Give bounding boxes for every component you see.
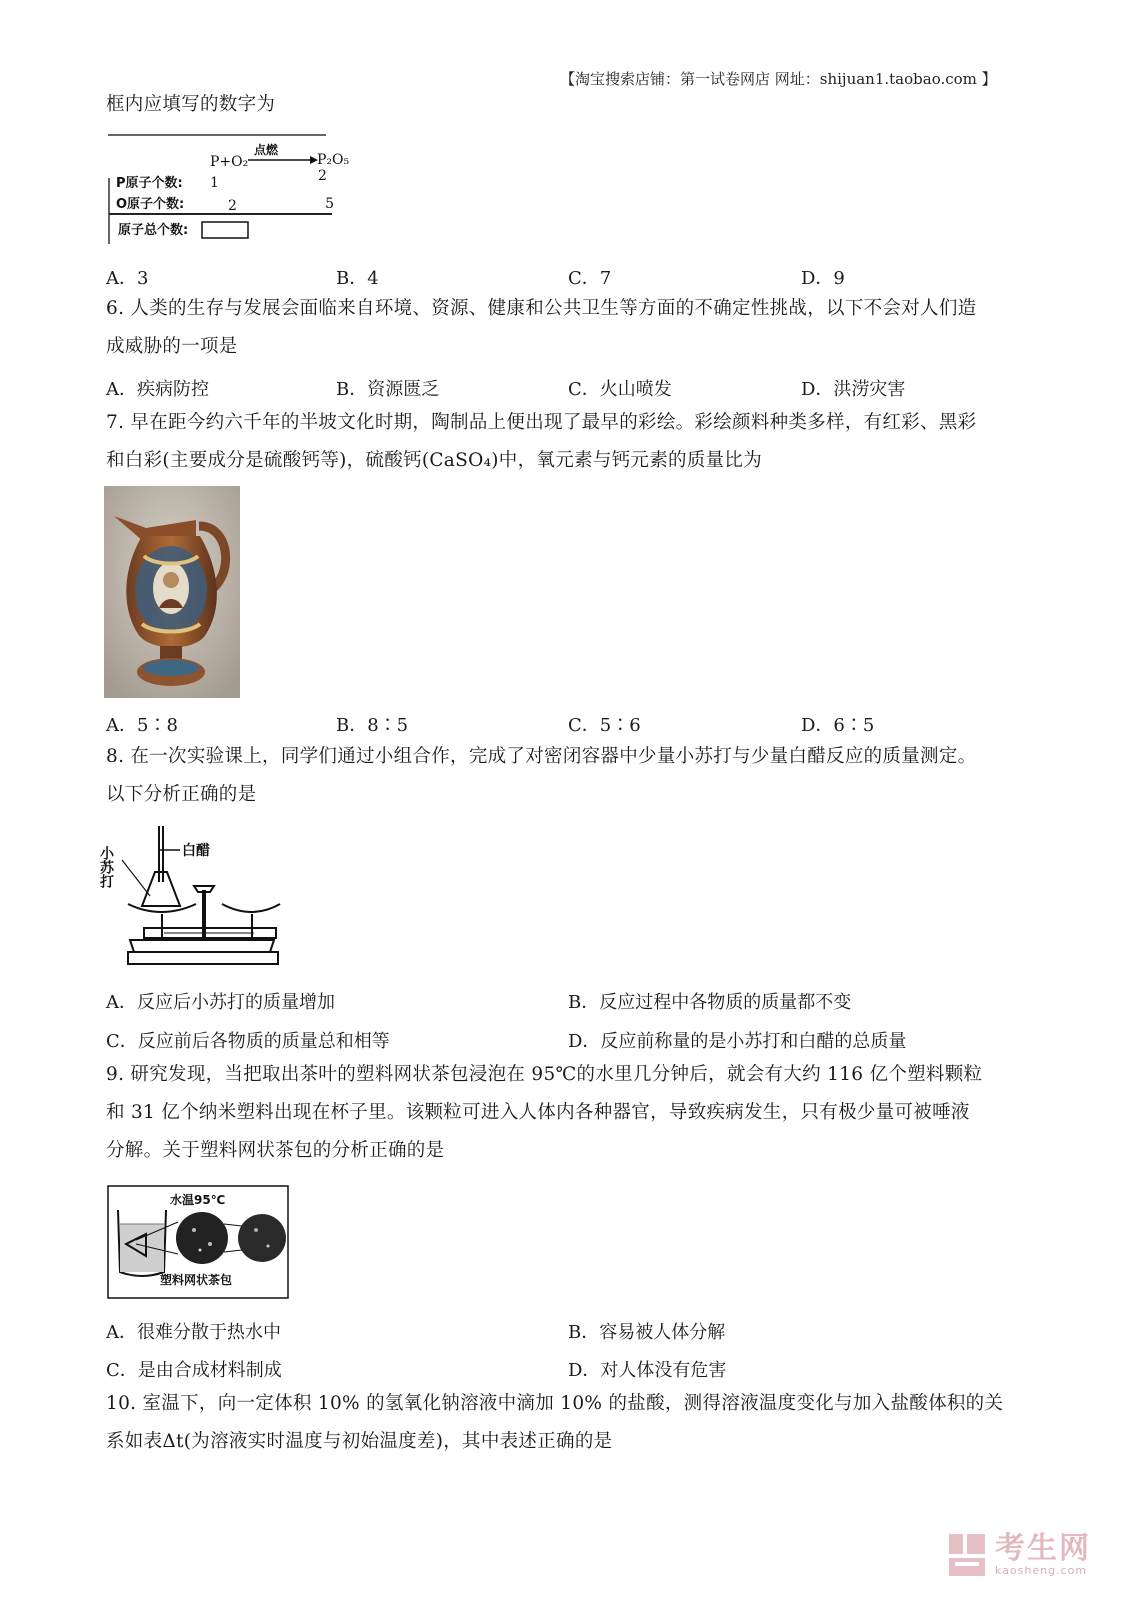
watermark-main: 考生网 <box>995 1530 1091 1566</box>
q5-atom-count-figure <box>104 130 350 248</box>
q9-stem <box>106 1056 1026 1170</box>
q6-option-b[interactable]: B．资源匮乏 <box>336 379 440 400</box>
q5-row1-left: 1 <box>210 175 219 191</box>
q7-option-b[interactable]: B．8∶5 <box>336 715 409 736</box>
q5-condition: 点燃 <box>254 143 279 157</box>
watermark <box>945 1532 1091 1578</box>
q7-line2: 和白彩(主要成分是硫酸钙等)，硫酸钙(CaSO₄)中，氧元素与钙元素的质量比为 <box>106 450 763 471</box>
q9-option-a[interactable]: A．很难分散于热水中 <box>106 1322 281 1343</box>
q8-label-vinegar: 白醋 <box>182 843 210 859</box>
q9-label-temp: 水温95℃ <box>170 1193 226 1207</box>
q7-option-a[interactable]: A．5∶8 <box>106 715 178 736</box>
q7-painted-jug-image <box>104 486 240 698</box>
q8-option-b[interactable]: B．反应过程中各物质的质量都不变 <box>568 992 852 1013</box>
q6-line2: 成威胁的一项是 <box>106 336 238 357</box>
q5-answer-box <box>202 222 248 238</box>
q5-stem-tail: 框内应填写的数字为 <box>106 94 276 115</box>
q5-equation-left: P+O₂ <box>210 154 249 170</box>
q5-option-d[interactable]: D．9 <box>801 268 845 289</box>
q9-options-row1 <box>106 1318 1026 1348</box>
q5-row1-label: P原子个数: <box>116 176 183 191</box>
q5-option-b[interactable]: B．4 <box>336 268 379 289</box>
q9-line3: 分解。关于塑料网状茶包的分析正确的是 <box>106 1140 445 1161</box>
q5-row2-label: O原子个数: <box>116 197 185 212</box>
q8-option-a[interactable]: A．反应后小苏打的质量增加 <box>106 992 335 1013</box>
q9-line1: 9. 研究发现，当把取出茶叶的塑料网状茶包浸泡在 95℃的水里几分钟后，就会有大约 116 亿个塑料颗粒 <box>106 1064 983 1085</box>
q10-stem <box>106 1385 1026 1461</box>
q7-option-d[interactable]: D．6∶5 <box>801 715 875 736</box>
watermark-logo-icon <box>945 1532 989 1578</box>
q5-row2-left: 2 <box>228 198 237 214</box>
q8-label-soda: 小苏打 <box>98 846 114 888</box>
q5-option-a[interactable]: A．3 <box>106 268 149 289</box>
q9-option-b[interactable]: B．容易被人体分解 <box>568 1322 726 1343</box>
q8-stem <box>106 738 1026 814</box>
q6-stem <box>106 290 1026 366</box>
q5-coef-right: 2 <box>318 168 327 184</box>
q5-equation-right: P₂O₅ <box>317 152 350 168</box>
watermark-sub: kaosheng.com <box>995 1563 1088 1577</box>
q10-line1: 10. 室温下，向一定体积 10% 的氢氧化钠溶液中滴加 10% 的盐酸，测得溶液温度变化与加入盐酸体积的关 <box>106 1393 1004 1414</box>
q10-line2: 系如表Δt(为溶液实时温度与初始温度差)，其中表述正确的是 <box>106 1431 613 1452</box>
q6-option-d[interactable]: D．洪涝灾害 <box>801 379 906 400</box>
q6-line1: 6. 人类的生存与发展会面临来自环境、资源、健康和公共卫生等方面的不确定性挑战，以下不会对人们造 <box>106 298 977 319</box>
q7-stem <box>106 404 1026 480</box>
q8-option-c[interactable]: C．反应前后各物质的质量总和相等 <box>106 1031 390 1052</box>
q5-row3-label: 原子总个数: <box>118 223 189 238</box>
q6-option-c[interactable]: C．火山喷发 <box>568 379 672 400</box>
q6-option-a[interactable]: A．疾病防控 <box>106 379 209 400</box>
q9-option-d[interactable]: D．对人体没有危害 <box>568 1360 727 1381</box>
q7-line1: 7. 早在距今约六千年的半坡文化时期，陶制品上便出现了最早的彩绘。彩绘颜料种类多样，有红彩、黑彩 <box>106 412 977 433</box>
page-header: 【淘宝搜索店铺：第一试卷网店 网址：shijuan1.taobao.com 】 <box>560 70 997 88</box>
q8-options-row2 <box>106 1027 1026 1057</box>
q7-options <box>106 711 1026 741</box>
q8-line1: 8. 在一次实验课上，同学们通过小组合作，完成了对密闭容器中少量小苏打与少量白醋反应的质量测定。 <box>106 746 977 767</box>
q5-row2-right: 5 <box>325 196 334 212</box>
q6-options <box>106 375 1026 405</box>
q8-options-row1 <box>106 988 1026 1018</box>
q8-line2: 以下分析正确的是 <box>106 784 257 805</box>
q7-option-c[interactable]: C．5∶6 <box>568 715 641 736</box>
q5-option-c[interactable]: C．7 <box>568 268 612 289</box>
q9-teabag-figure <box>106 1184 290 1300</box>
q9-option-c[interactable]: C．是由合成材料制成 <box>106 1360 282 1381</box>
q8-option-d[interactable]: D．反应前称量的是小苏打和白醋的总质量 <box>568 1031 907 1052</box>
q9-label-bag: 塑料网状茶包 <box>160 1273 233 1287</box>
q9-options-row2 <box>106 1356 1026 1386</box>
q9-line2: 和 31 亿个纳米塑料出现在杯子里。该颗粒可进入人体内各种器官，导致疾病发生，只有极少量可被唾液 <box>106 1102 970 1123</box>
q8-balance-figure <box>98 824 284 974</box>
